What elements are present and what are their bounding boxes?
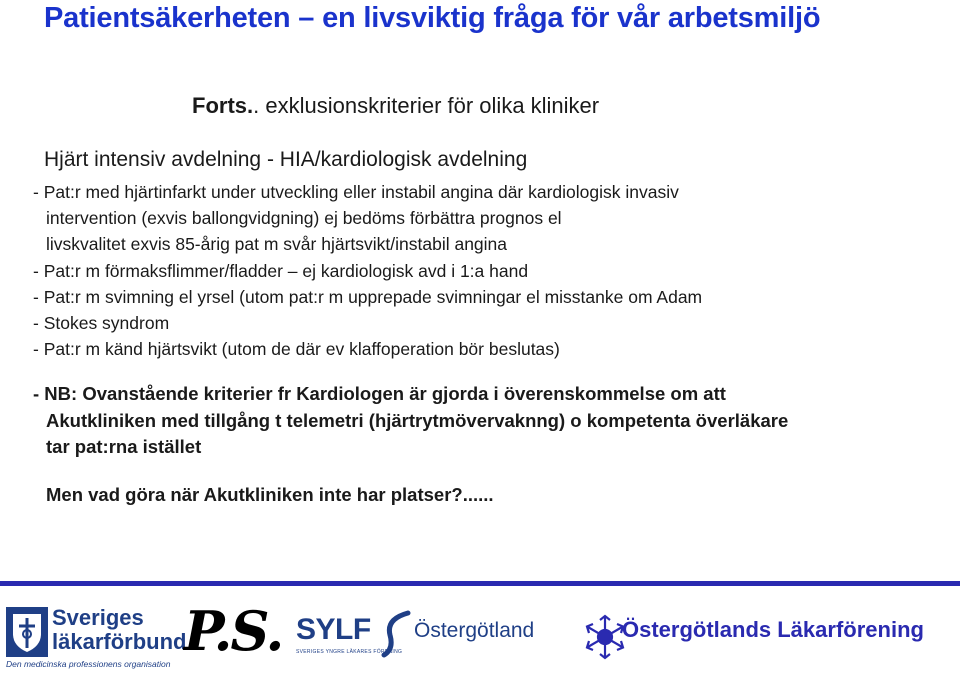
- crest-icon: [6, 607, 48, 657]
- subtitle-lead: Forts.: [192, 93, 254, 118]
- criteria-line-6: - Stokes syndrom: [33, 313, 170, 334]
- sylf-region-name: Östergötland: [414, 619, 535, 642]
- section-heading: Hjärt intensiv avdelning - HIA/kardiologisk avdelning: [44, 148, 528, 171]
- criteria-line-7: - Pat:r m känd hjärtsvikt (utom de där ev klaffoperation bör beslutas): [33, 339, 560, 360]
- footer-divider: [0, 581, 960, 586]
- criteria-line-5: - Pat:r m svimning el yrsel (utom pat:r m upprepade svimningar el misstanke om Adam: [33, 286, 703, 307]
- criteria-list: [33, 179, 702, 362]
- sylf-wordmark: SYLF: [296, 613, 371, 646]
- criteria-line-3: livskvalitet exvis 85-årig pat m svår hjärtsvikt/instabil angina: [46, 234, 508, 255]
- ps-signature-logo: [184, 599, 283, 667]
- nb-line-3: tar pat:rna istället: [46, 436, 202, 457]
- subtitle: [192, 93, 599, 119]
- page-title: Patientsäkerheten – en livsviktig fråga för vår arbetsmiljö: [44, 2, 821, 34]
- sveriges-lakarforbund-logo: [6, 605, 187, 669]
- sylf-small-text: SVERIGES YNGRE LÄKARES FÖRENING: [296, 649, 403, 655]
- ps-signature-text: P.S.: [184, 599, 283, 663]
- sylf-ostergotland-logo: [296, 609, 546, 665]
- criteria-line-2: intervention (exvis ballongvidgning) ej bedöms förbättra prognos el: [46, 208, 562, 229]
- nb-line-1: - NB: Ovanstående kriterier fr Kardiologen är gjorda i överenskommelse om att: [33, 383, 726, 404]
- footer-logos: [0, 595, 960, 675]
- logo-slf-word-2: läkarförbund: [52, 629, 187, 654]
- logo-slf-tagline: Den medicinska professionens organisation: [6, 659, 171, 669]
- logo-slf-word-1: Sveriges: [52, 605, 144, 630]
- subtitle-rest: . exklusionskriterier för olika kliniker: [253, 93, 600, 118]
- criteria-line-1: - Pat:r med hjärtinfarkt under utveckling eller instabil angina där kardiologisk invasiv: [33, 182, 679, 202]
- nb-note: [33, 381, 788, 461]
- criteria-line-4: - Pat:r m förmaksflimmer/fladder – ej kardiologisk avd i 1:a hand: [33, 260, 529, 281]
- closing-question: Men vad göra när Akutkliniken inte har platser?......: [46, 484, 494, 505]
- organization-name: Östergötlands Läkarförening: [622, 617, 924, 642]
- nb-line-2: Akutkliniken med tillgång t telemetri (hjärtrytmövervaknng) o kompetenta överläkare: [46, 409, 789, 431]
